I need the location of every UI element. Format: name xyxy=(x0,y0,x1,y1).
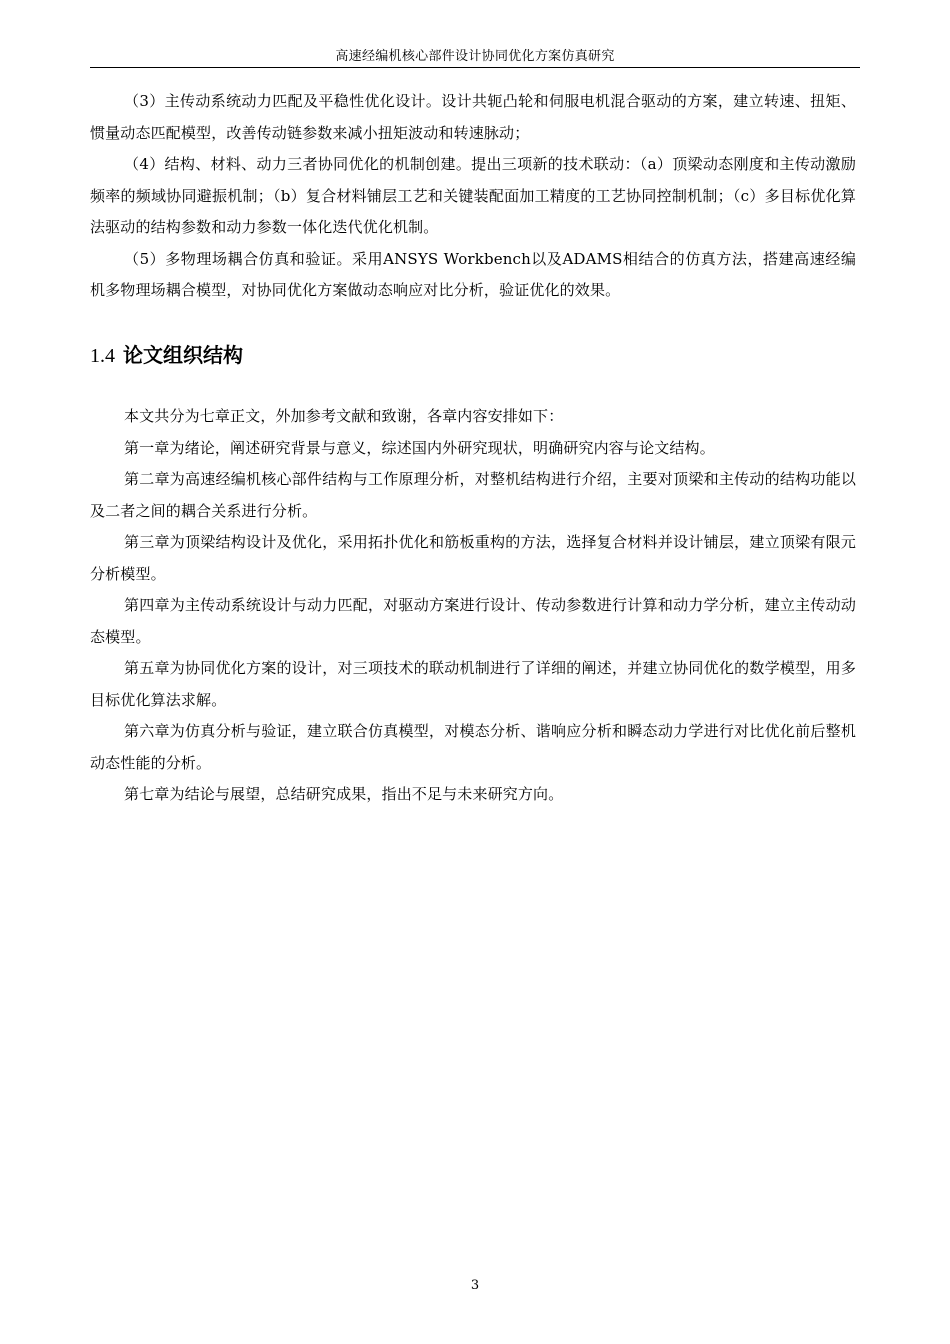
chapter-5-summary: 第五章为协同优化方案的设计，对三项技术的联动机制进行了详细的阐述，并建立协同优化的数学模型，用多目标优化算法求解。 xyxy=(90,659,856,709)
chapter-7-summary: 第七章为结论与展望，总结研究成果，指出不足与未来研究方向。 xyxy=(124,785,564,803)
chapter-4-summary: 第四章为主传动系统设计与动力匹配，对驱动方案进行设计、传动参数进行计算和动力学分析，建立主传动动态模型。 xyxy=(90,596,856,646)
chapter-3-summary: 第三章为顶梁结构设计及优化，采用拓扑优化和筋板重构的方法，选择复合材料并设计铺层，建立顶梁有限元分析模型。 xyxy=(90,533,856,583)
header-rule xyxy=(90,67,860,68)
research-item-3: （3）主传动系统动力匹配及平稳性优化设计。设计共轭凸轮和伺服电机混合驱动的方案，建立转速、扭矩、惯量动态匹配模型，改善传动链参数来减小扭矩波动和转速脉动； xyxy=(90,92,856,142)
chapter-6-summary: 第六章为仿真分析与验证，建立联合仿真模型，对模态分析、谐响应分析和瞬态动力学进行对比优化前后整机动态性能的分析。 xyxy=(90,722,856,772)
section-body xyxy=(90,401,856,811)
section-title: 论文组织结构 xyxy=(123,343,243,367)
research-content-list xyxy=(90,86,856,307)
chapter-overview: 本文共分为七章正文，外加参考文献和致谢，各章内容安排如下： xyxy=(124,407,564,425)
research-item-4: （4）结构、材料、动力三者协同优化的机制创建。提出三项新的技术联动：（a）顶梁动态刚度和主传动激励频率的频域协同避振机制；（b）复合材料铺层工艺和关键装配面加工精度的工艺协同控制机制；（c）多目标优化算法驱动的结构参数和动力参数一体化迭代优化机制。 xyxy=(90,155,856,236)
research-item-5: （5）多物理场耦合仿真和验证。采用ANSYS Workbench以及ADAMS相结合的仿真方法，搭建高速经编机多物理场耦合模型，对协同优化方案做动态响应对比分析，验证优化的效果。 xyxy=(90,249,856,299)
section-number: 1.4 xyxy=(90,345,115,367)
chapter-2-summary: 第二章为高速经编机核心部件结构与工作原理分析，对整机结构进行介绍，主要对顶梁和主传动的结构功能以及二者之间的耦合关系进行分析。 xyxy=(90,470,856,520)
section-heading xyxy=(90,340,243,371)
page-number: 3 xyxy=(470,1278,480,1293)
chapter-1-summary: 第一章为绪论，阐述研究背景与意义，综述国内外研究现状，明确研究内容与论文结构。 xyxy=(124,438,715,457)
running-header: 高速经编机核心部件设计协同优化方案仿真研究 xyxy=(335,49,615,64)
